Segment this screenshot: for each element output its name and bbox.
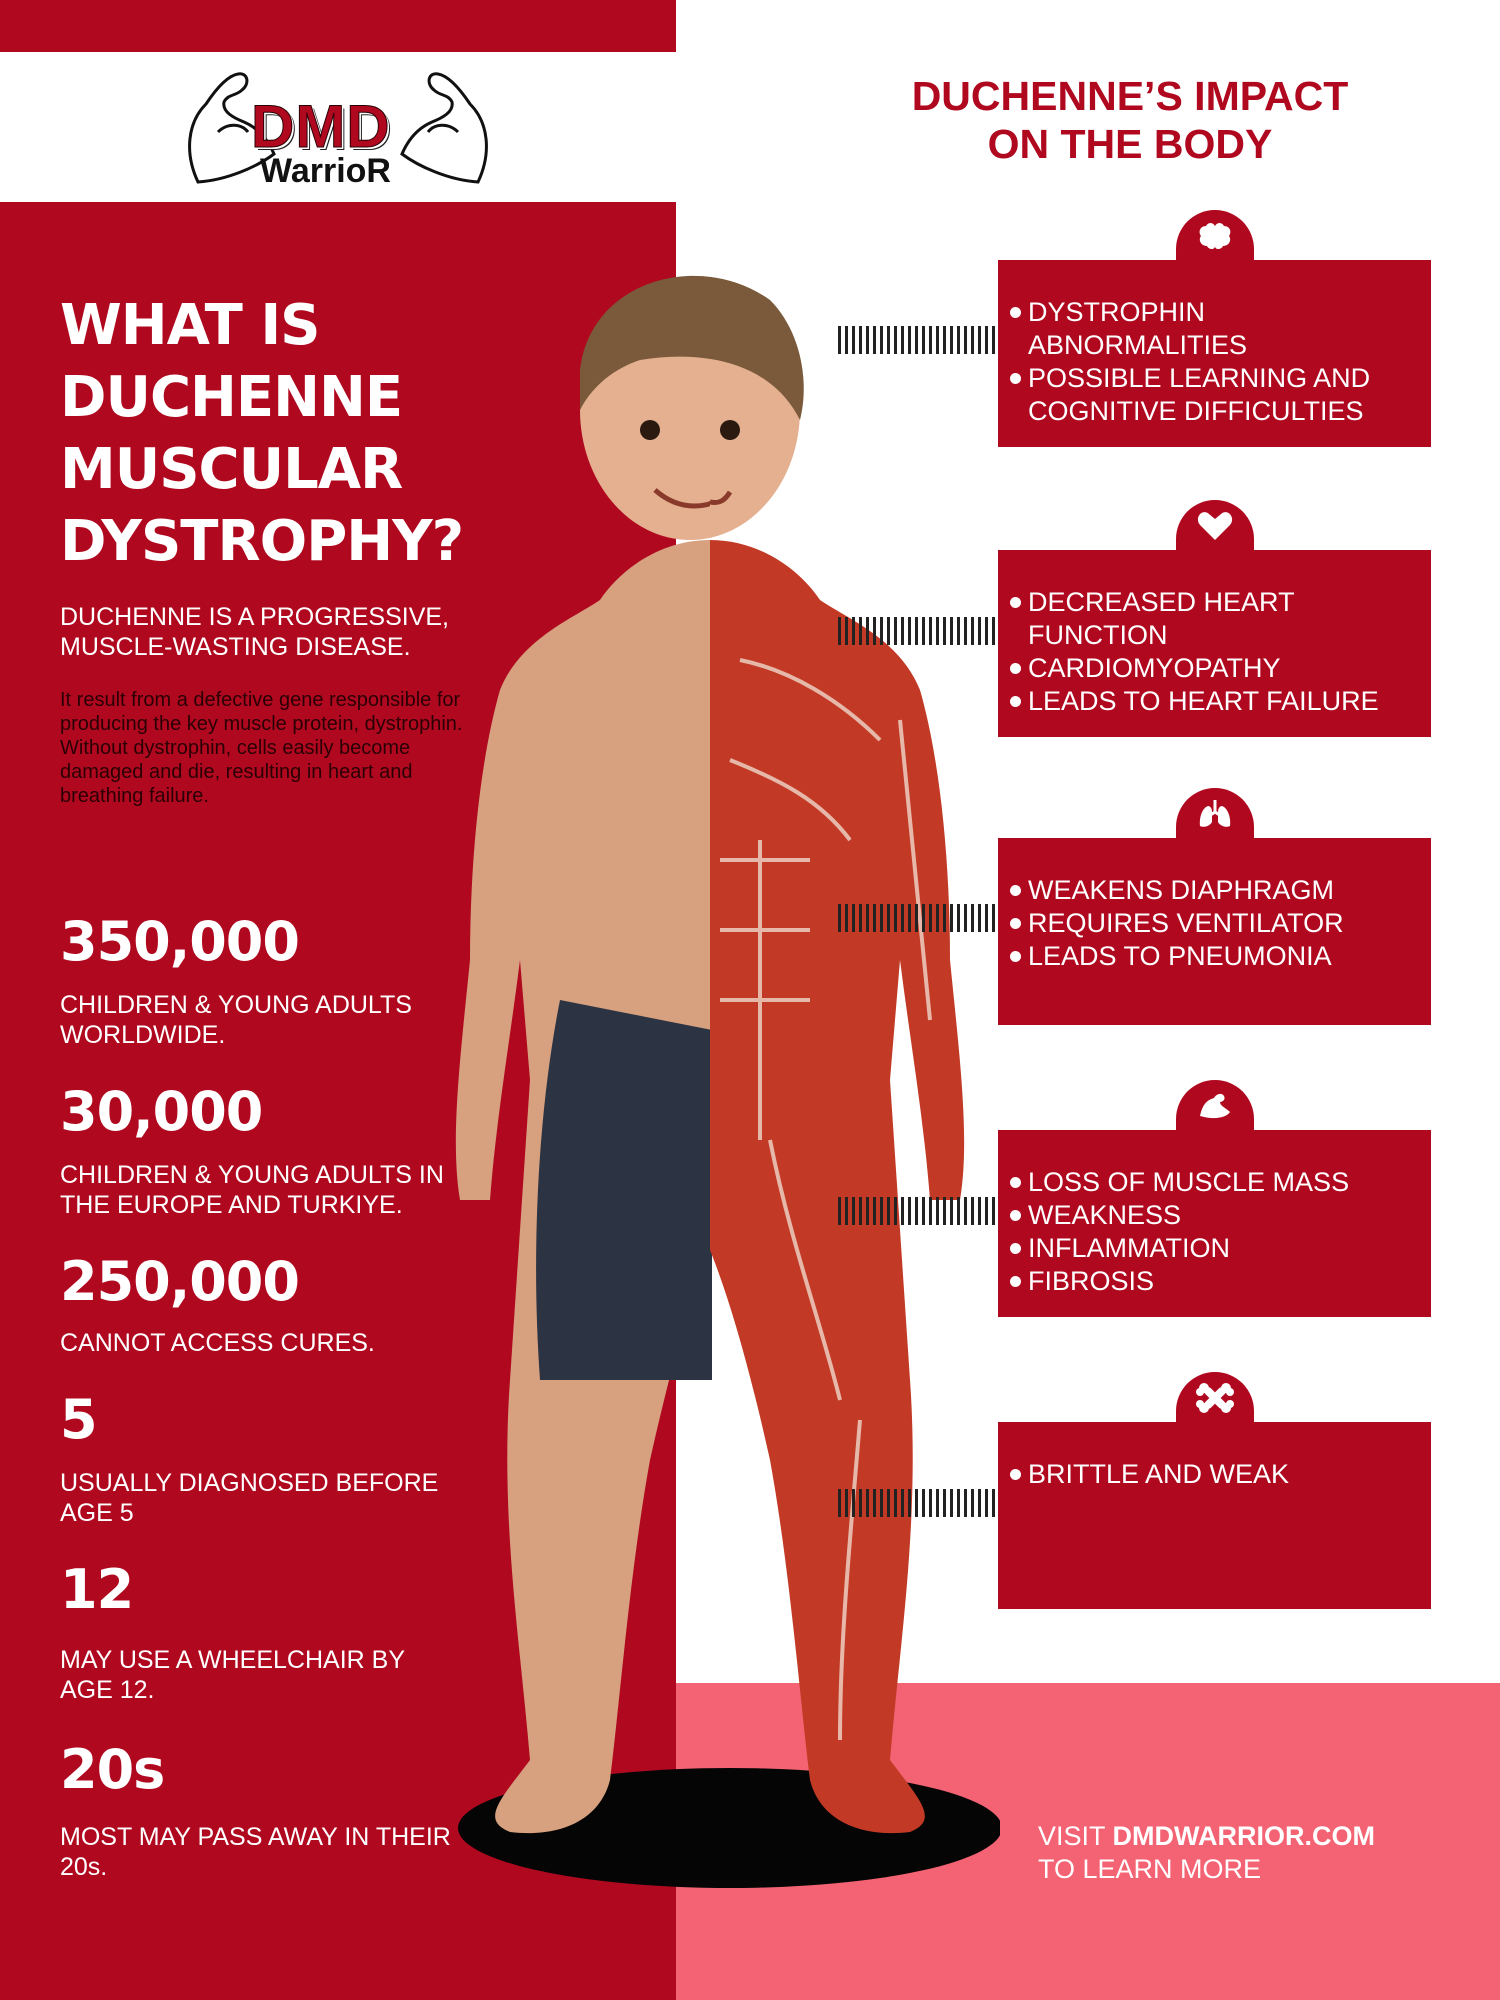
impact-title: DUCHENNE’S IMPACT ON THE BODY: [911, 73, 1349, 167]
bone-icon: [1196, 1382, 1234, 1414]
top-red-bar: [0, 0, 676, 52]
card-tab: [1176, 788, 1254, 838]
impact-card-brain: [998, 260, 1431, 447]
stat-description: USUALLY DIAGNOSED BEFORE AGE 5: [60, 1469, 439, 1527]
lungs-icon: [1196, 798, 1234, 830]
website-url[interactable]: DMDWARRIOR.COM: [1112, 1821, 1376, 1851]
connector-line: [838, 904, 998, 932]
card-item: INFLAMMATION: [1004, 1232, 1429, 1265]
stat-number: 350,000: [60, 910, 299, 973]
stat-number: 30,000: [60, 1080, 263, 1143]
muscle-arm-icon: [1196, 1090, 1234, 1122]
card-tab: [1176, 210, 1254, 260]
page-title: WHAT IS DUCHENNE MUSCULAR DYSTROPHY?: [60, 293, 464, 574]
brain-icon: [1196, 220, 1234, 252]
dmd-warrior-logo[interactable]: [178, 62, 498, 202]
stat-description: CHILDREN & YOUNG ADULTS IN THE EUROPE AND TURKIYE.: [60, 1161, 444, 1219]
stat-number: 20s: [60, 1738, 165, 1801]
card-item: DECREASED HEART FUNCTION: [1004, 586, 1429, 652]
card-item: WEAKNESS: [1004, 1199, 1429, 1232]
stat-description: CHILDREN & YOUNG ADULTS WORLDWIDE.: [60, 991, 412, 1049]
lead-text: DUCHENNE IS A PROGRESSIVE, MUSCLE-WASTING DISEASE.: [60, 603, 449, 661]
stat-description: MOST MAY PASS AWAY IN THEIR 20s.: [60, 1823, 451, 1881]
logo-warrior-text: WarrioR: [260, 152, 391, 190]
connector-line: [838, 326, 998, 354]
stat-number: 250,000: [60, 1250, 299, 1313]
impact-card-bone: [998, 1422, 1431, 1609]
card-tab: [1176, 1372, 1254, 1422]
card-item: LEADS TO PNEUMONIA: [1004, 940, 1429, 973]
card-item: LEADS TO HEART FAILURE: [1004, 685, 1429, 718]
impact-card-muscle: [998, 1130, 1431, 1317]
stat-description: MAY USE A WHEELCHAIR BY AGE 12.: [60, 1646, 405, 1704]
stat-description: CANNOT ACCESS CURES.: [60, 1329, 375, 1357]
heart-icon: [1196, 510, 1234, 542]
card-item: DYSTROPHIN ABNORMALITIES: [1004, 296, 1429, 362]
connector-line: [838, 617, 998, 645]
card-item: POSSIBLE LEARNING AND COGNITIVE DIFFICULTIES: [1004, 362, 1429, 428]
stat-number: 12: [60, 1558, 134, 1621]
card-item: BRITTLE AND WEAK: [1004, 1458, 1429, 1491]
visit-suffix: TO LEARN MORE: [1038, 1854, 1262, 1884]
card-item: WEAKENS DIAPHRAGM: [1004, 874, 1429, 907]
logo-dmd-text: DMD: [251, 93, 391, 160]
card-item: REQUIRES VENTILATOR: [1004, 907, 1429, 940]
card-tab: [1176, 500, 1254, 550]
card-item: CARDIOMYOPATHY: [1004, 652, 1429, 685]
description-text: It result from a defective gene responsible for producing the key muscle protein, dystrophin. Without dystrophin, cells easily become damaged and die, resulting in heart and breathing failure.: [60, 689, 463, 807]
card-item: LOSS OF MUSCLE MASS: [1004, 1166, 1429, 1199]
boy-anatomy-illustration: [440, 240, 1000, 1900]
impact-card-lungs: [998, 838, 1431, 1025]
stat-number: 5: [60, 1388, 97, 1451]
card-tab: [1176, 1080, 1254, 1130]
card-item: FIBROSIS: [1004, 1265, 1429, 1298]
visit-website-link[interactable]: [1038, 1820, 1458, 1886]
connector-line: [838, 1489, 998, 1517]
connector-line: [838, 1197, 998, 1225]
visit-prefix: VISIT: [1038, 1821, 1106, 1851]
impact-card-heart: [998, 550, 1431, 737]
